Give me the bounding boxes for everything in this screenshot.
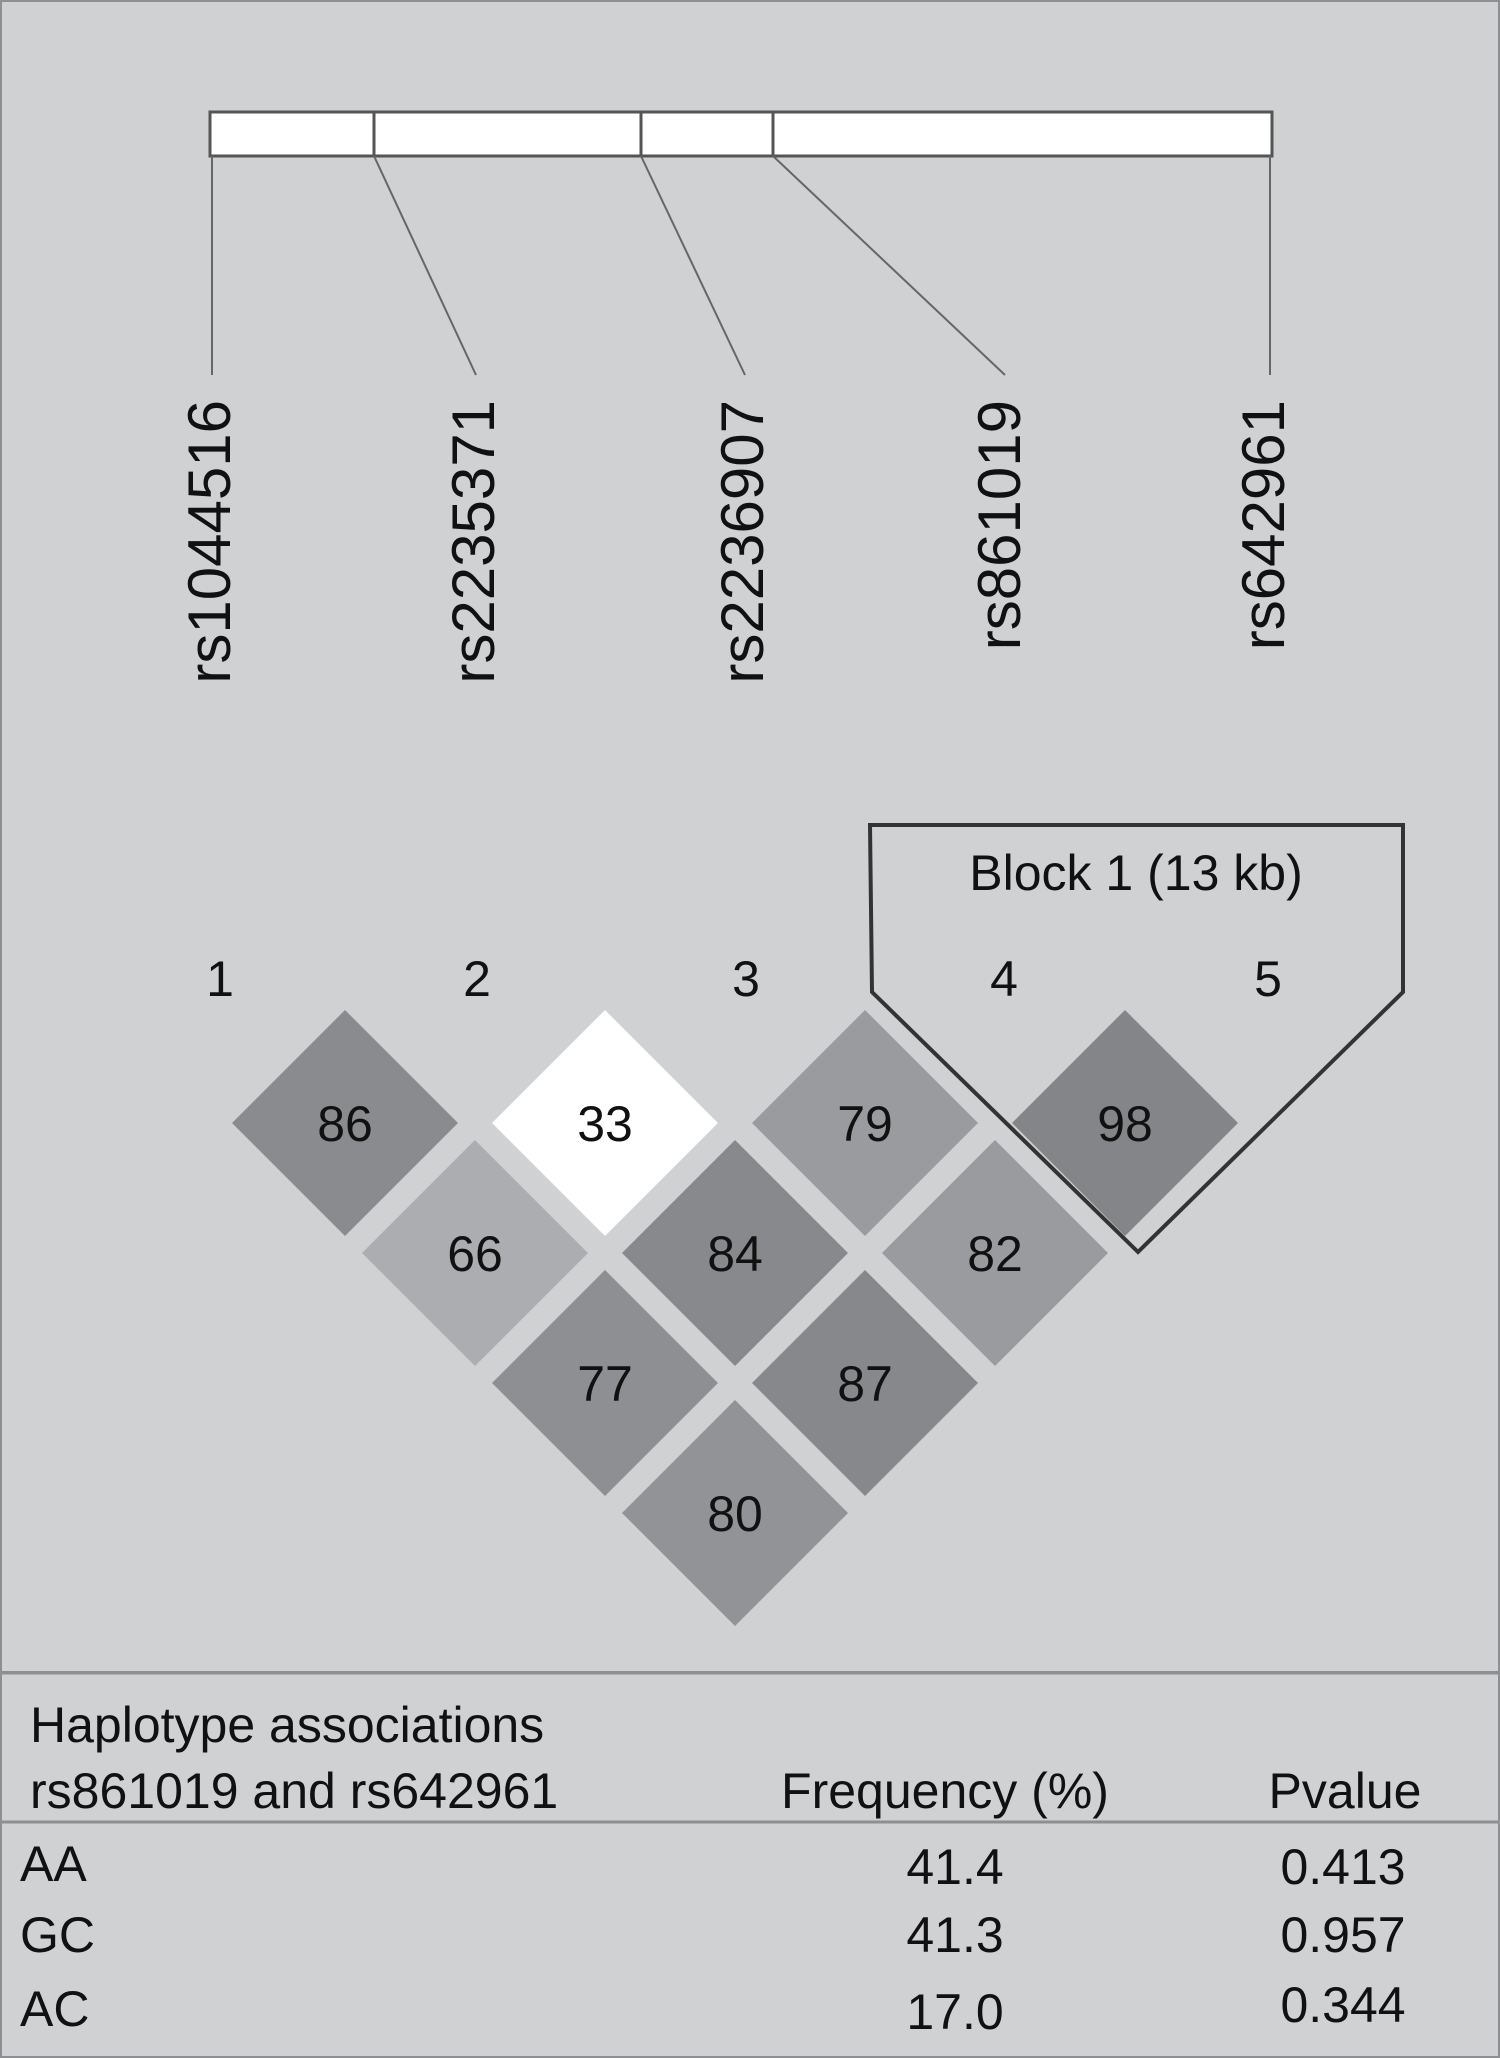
pvalue-cell: 0.344 xyxy=(1280,1977,1406,2033)
ld-cell-value: 82 xyxy=(967,1226,1023,1282)
table-header-line1: Haplotype associations xyxy=(30,1697,545,1753)
snp-label-3: rs2236907 xyxy=(709,400,776,684)
snp-label-1: rs1044516 xyxy=(176,400,243,684)
ld-cell-value: 84 xyxy=(707,1226,763,1282)
block-label: Block 1 (13 kb) xyxy=(969,845,1303,901)
ld-cell-value: 80 xyxy=(707,1486,763,1542)
frequency-cell: 41.4 xyxy=(906,1839,1004,1895)
marker-number-1: 1 xyxy=(206,951,234,1007)
table-header-line2: rs861019 and rs642961 xyxy=(30,1763,559,1819)
haplotype-cell: AC xyxy=(20,1981,90,2037)
ld-cell-value: 33 xyxy=(577,1096,633,1152)
haplotype-table xyxy=(0,1672,1500,2058)
marker-number-3: 3 xyxy=(732,951,760,1007)
ld-cell-value: 98 xyxy=(1097,1096,1153,1152)
ld-cell-value: 66 xyxy=(447,1226,503,1282)
snp-label-2: rs2235371 xyxy=(440,400,507,684)
gene-bar xyxy=(210,112,1272,156)
ld-cell-value: 77 xyxy=(577,1356,633,1412)
pvalue-column-header: Pvalue xyxy=(1268,1763,1422,1819)
ld-cell-value: 86 xyxy=(317,1096,373,1152)
snp-label-5: rs642961 xyxy=(1230,400,1297,651)
haplotype-cell: AA xyxy=(20,1836,87,1892)
frequency-column-header: Frequency (%) xyxy=(781,1763,1109,1819)
marker-numbers xyxy=(206,951,1282,1007)
marker-number-2: 2 xyxy=(463,951,491,1007)
pvalue-cell: 0.413 xyxy=(1280,1839,1406,1895)
haplotype-cell: GC xyxy=(20,1907,95,1963)
ld-matrix xyxy=(232,1010,1238,1626)
snp-connectors xyxy=(212,156,1270,375)
snp-label-4: rs861019 xyxy=(966,400,1033,651)
ld-cell-value: 87 xyxy=(837,1356,893,1412)
snp-labels xyxy=(176,400,1297,684)
frequency-cell: 41.3 xyxy=(906,1907,1004,1963)
ld-cell-value: 79 xyxy=(837,1096,893,1152)
pvalue-cell: 0.957 xyxy=(1280,1907,1406,1963)
marker-number-4: 4 xyxy=(990,951,1018,1007)
frequency-cell: 17.0 xyxy=(906,1984,1004,2040)
marker-number-5: 5 xyxy=(1254,951,1282,1007)
